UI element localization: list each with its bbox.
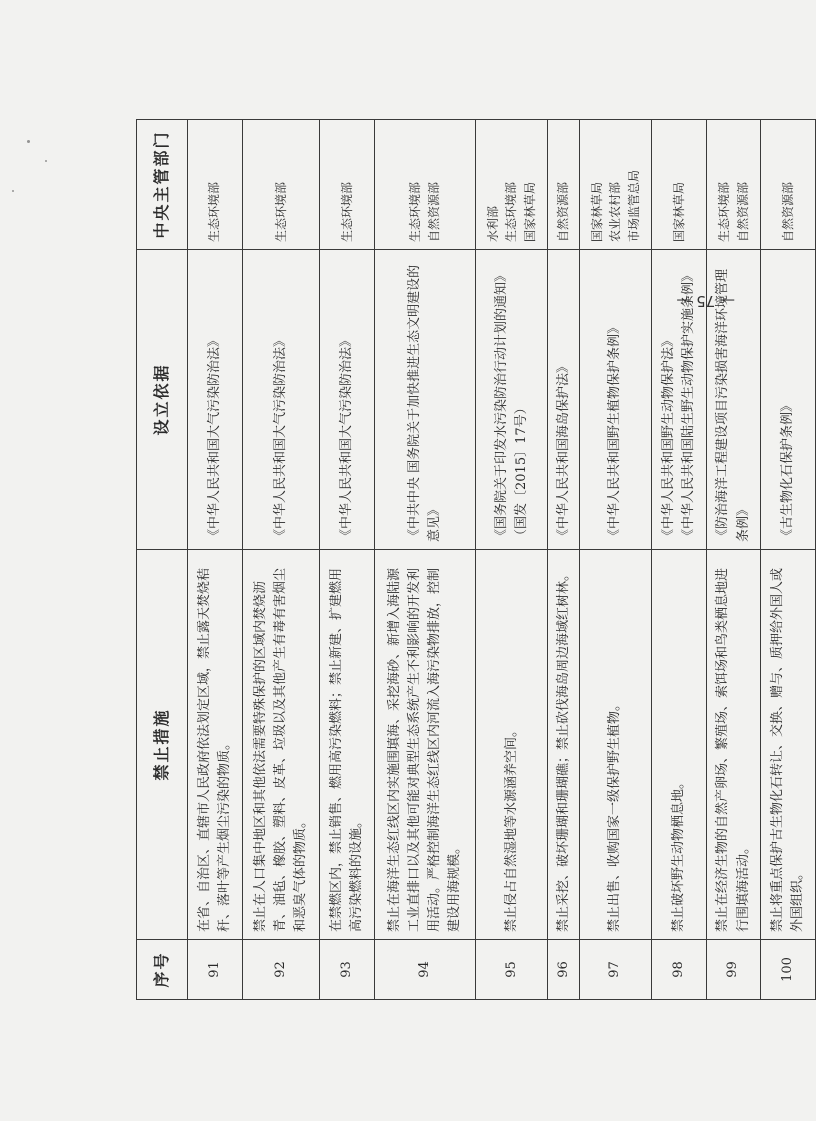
table-row — [761, 120, 816, 1000]
row-department — [188, 120, 243, 250]
row-index: 94 — [374, 940, 475, 1000]
row-department — [761, 120, 816, 250]
department-name: 自然资源部 — [426, 181, 441, 242]
row-basis: 《中华人民共和国大气污染防治法》 — [242, 250, 320, 550]
row-index: 97 — [579, 940, 651, 1000]
row-measure: 禁止采挖、破坏珊瑚和珊瑚礁；禁止砍伐海岛周边海域红树林。 — [548, 550, 579, 940]
row-index: 95 — [476, 940, 548, 1000]
table-row — [374, 120, 475, 1000]
header-index: 序号 — [137, 940, 188, 1000]
row-basis: 《中华人民共和国海岛保护法》 — [548, 250, 579, 550]
department-name: 水利部 — [485, 205, 500, 242]
row-index: 99 — [706, 940, 761, 1000]
row-index: 98 — [652, 940, 707, 1000]
row-measure: 禁止在海洋生态红线区内实施围填海、采挖海砂、新增入海陆源工业直排口以及其他可能对典型生态系统产生不利影响的开发利用活动。严格控制海洋生态红线区内河流入海污染物排放，控制建设用海规模。 — [374, 550, 475, 940]
table-row — [652, 120, 707, 1000]
department-name: 生态环境部 — [207, 181, 222, 242]
department-name: 自然资源部 — [780, 181, 795, 242]
row-department — [548, 120, 579, 250]
row-basis: 《中华人民共和国大气污染防治法》 — [188, 250, 243, 550]
department-name: 市场监管总局 — [626, 169, 641, 242]
row-basis: 《古生物化石保护条例》 — [761, 250, 816, 550]
row-department — [706, 120, 761, 250]
row-basis: 《中共中央 国务院关于加快推进生态文明建设的意见》 — [374, 250, 475, 550]
row-measure: 禁止将重点保护古生物化石转让、交换、赠与、质押给外国人或外国组织。 — [761, 550, 816, 940]
row-index: 100 — [761, 940, 816, 1000]
department-name: 国家林草局 — [523, 181, 538, 242]
row-measure: 禁止侵占自然湿地等水源涵养空间。 — [476, 550, 548, 940]
header-basis: 设立依据 — [137, 250, 188, 550]
department-name: 生态环境部 — [716, 181, 731, 242]
scan-speck — [45, 160, 47, 162]
row-measure: 禁止破坏野生动物栖息地。 — [652, 550, 707, 940]
table-row — [548, 120, 579, 1000]
table-row — [320, 120, 375, 1000]
row-department — [579, 120, 651, 250]
department-name: 农业农村部 — [608, 181, 623, 242]
scan-speck — [12, 190, 14, 192]
row-department — [652, 120, 707, 250]
table-row — [188, 120, 243, 1000]
table-row — [476, 120, 548, 1000]
department-name: 自然资源部 — [556, 181, 571, 242]
row-basis: 《中华人民共和国大气污染防治法》 — [320, 250, 375, 550]
row-measure: 在省、自治区、直辖市人民政府依法划定区域，禁止露天焚烧秸秆、落叶等产生烟尘污染的物质。 — [188, 550, 243, 940]
department-name: 自然资源部 — [735, 181, 750, 242]
row-department — [476, 120, 548, 250]
department-name: 国家林草局 — [671, 181, 686, 242]
prohibition-table — [136, 119, 816, 1000]
row-measure: 禁止出售、收购国家一级保护野生植物。 — [579, 550, 651, 940]
row-department — [374, 120, 475, 250]
row-measure: 禁止在经济生物的自然产卵场、繁殖场、索饵场和鸟类栖息地进行围填海活动。 — [706, 550, 761, 940]
table-row — [579, 120, 651, 1000]
row-basis: 《中华人民共和国野生植物保护条例》 — [579, 250, 651, 550]
row-basis: 《防治海洋工程建设项目污染损害海洋环境管理条例》 — [706, 250, 761, 550]
row-basis: 《中华人民共和国野生动物保护法》 《中华人民共和国陆生野生动物保护实施条例》 — [652, 250, 707, 550]
row-measure: 在禁燃区内，禁止销售、燃用高污染燃料；禁止新建、扩建燃用高污染燃料的设施。 — [320, 550, 375, 940]
scan-speck — [27, 140, 30, 143]
header-measure: 禁止措施 — [137, 550, 188, 940]
header-department: 中央主管部门 — [137, 120, 188, 250]
row-index: 91 — [188, 940, 243, 1000]
department-name: 生态环境部 — [504, 181, 519, 242]
table-header-row — [137, 120, 188, 1000]
row-basis: 《国务院关于印发水污染防治行动计划的通知》（国发〔2015〕17号） — [476, 250, 548, 550]
department-name: 国家林草局 — [589, 181, 604, 242]
row-department — [242, 120, 320, 250]
department-name: 生态环境部 — [339, 181, 354, 242]
table-row — [706, 120, 761, 1000]
row-measure: 禁止在人口集中地区和其他依法需要特殊保护的区域内焚烧沥青、油毡、橡胶、塑料、皮革、垃圾以及其他产生有毒有害烟尘和恶臭气体的物质。 — [242, 550, 320, 940]
row-index: 96 — [548, 940, 579, 1000]
document-page — [136, 120, 816, 1000]
row-index: 93 — [320, 940, 375, 1000]
row-index: 92 — [242, 940, 320, 1000]
row-department — [320, 120, 375, 250]
page-number: — 75 — — [676, 292, 736, 310]
department-name: 生态环境部 — [273, 181, 288, 242]
department-name: 生态环境部 — [408, 181, 423, 242]
table-row — [242, 120, 320, 1000]
